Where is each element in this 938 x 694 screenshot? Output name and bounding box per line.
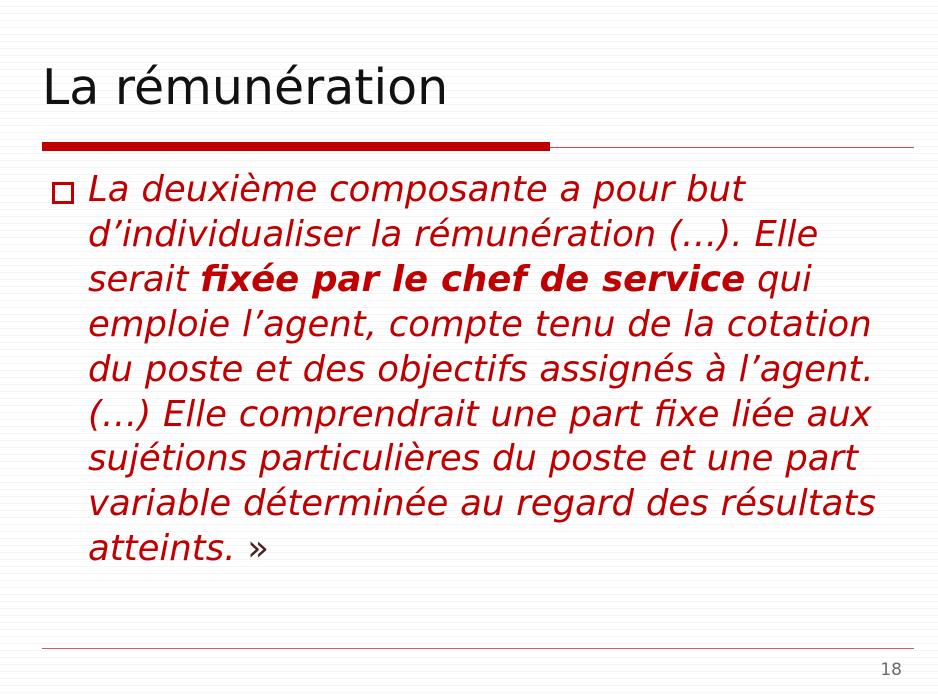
page-number: 18 (880, 660, 902, 680)
bullet-list-item (52, 168, 912, 572)
footer-divider (42, 648, 914, 649)
page-title: La rémunération (42, 59, 449, 116)
bullet-paragraph (88, 168, 912, 572)
bullet-text-part-2: qui emploie l’agent, compte tenu de la cotation du poste et des objectifs assignés à l’agent. (…) Elle comprendrait une part fixe liée aux sujétions particulières du poste et une part variable déterminée au regard des résultats atteints. (88, 258, 876, 570)
title-divider-thick (42, 142, 550, 151)
bullet-square-icon (52, 182, 74, 204)
bullet-text-emphasis: fixée par le chef de service (200, 258, 746, 300)
closing-quote-mark: » (247, 528, 270, 570)
bullet-text-part-1: La deuxième composante a pour but d’individualiser la rémunération (…). Elle serait (88, 169, 819, 300)
